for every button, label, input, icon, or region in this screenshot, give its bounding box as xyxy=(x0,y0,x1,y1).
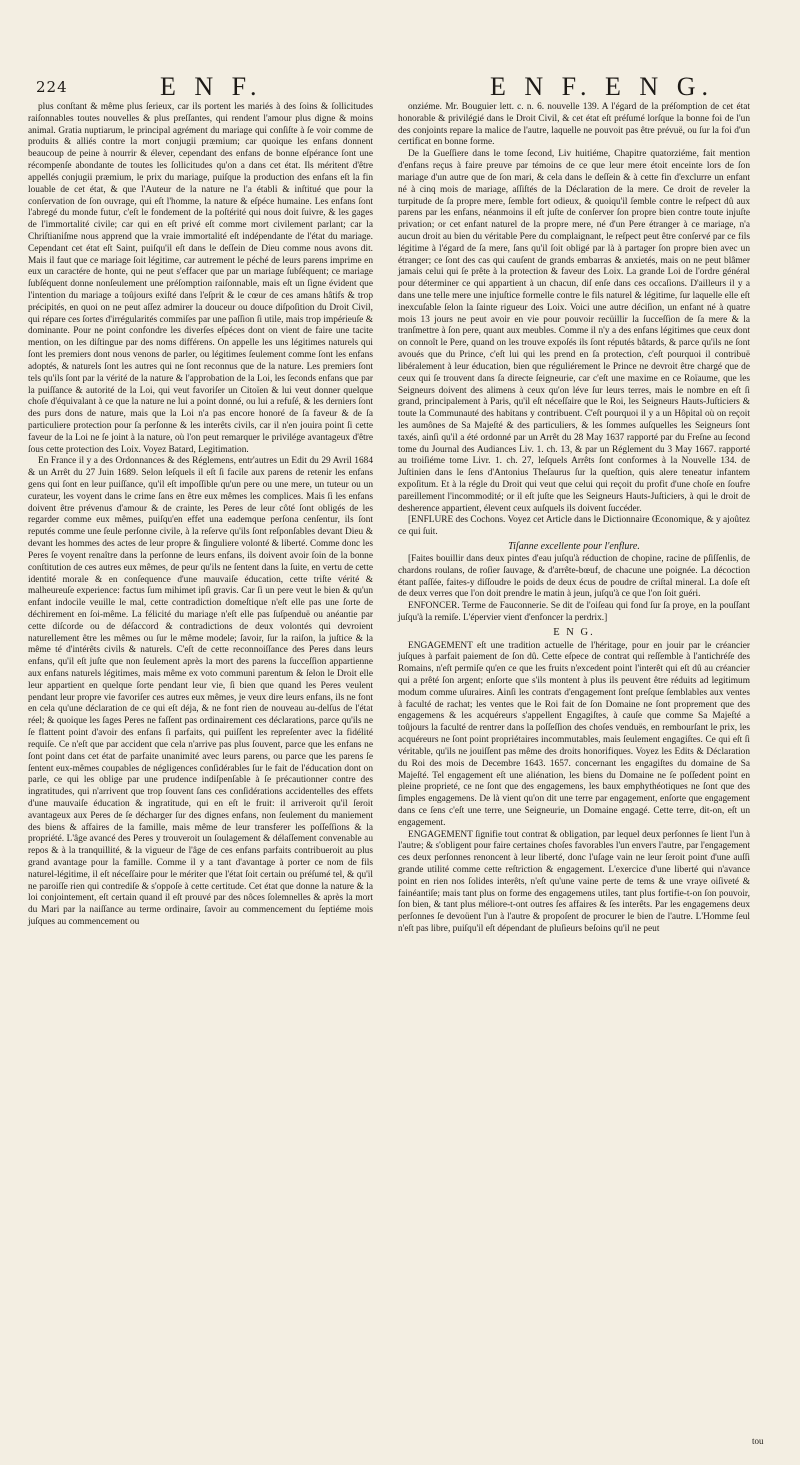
section-heading-eng: E N G. xyxy=(553,626,595,638)
left-paragraph: En France il y a des Ordonnances & des Réglemens, entr'autres un Edit du 29 Avril 1684 & un Arrêt du 27 Juin 1689. Selon leſquels il eſt ſi facile aux parens de retenir les enfans gens qui ſont en leur puiſſance, qu'il eſt impoſſible qu'un pere ou une mere, un tuteur ou un curateur, les voyent dans le crime ſans en être eux mêmes les complices. Mais ſi les enfans doivent être prévenus d'amour & de crainte, les Peres de leur côté ſont obligés de les regarder comme eux mêmes, puiſqu'en effet una eademque perſona cenſentur, ils ſont reputés comme une ſeule perſonne civile, à la reſerve qu'ils ſont reſponſables devant Dieu & devant les hommes des actes de leur propre & ſinguliere volonté & liberté. Comme donc les Peres ſe voyent renaître dans la perſonne de leurs enfans, ils doivent avoir ſoin de la bonne conſtitution de ces autres eux mêmes, de peur qu'ils ne ſentent dans la ſuite, en vertu de cette identité morale & en conſequence d'une mauvaiſe éducation, cette triſte vérité & malheureuſe experience: factus ſum mihimet ipſi gravis. Car ſi un pere veut le bien & qu'un enfant indocile veuille le mal, cette contradiction domeſtique n'eſt elle pas une ſorte de déchirement en ſoi-même. La félicité du mariage n'eſt elle pas ſuſpenduë ou anéantie par cette diſcorde ou de déſaccord & contradictions de deux volontés qui devroient naturellement être les mêmes ou ſur le même modele; ſavoir, ſur la raiſon, la juſtice & la même té d'intérêts civils & naturels. C'eſt de cette reconnoiſſance des Peres dans leurs enfans, qu'il eſt juſte que non ſeulement après la mort des parens la ſucceſſion appartienne aux enfans naturels légitimes, mais même ex voto communi parentum & ſelon le Droit elle leur appartient en quelque ſorte pendant leur vie, ſi bien que quand les Peres veulent pendant leur propre vie favoriſer ces autres eux mêmes, je veux dire leurs enfans, ils ne font en cela qu'une déclaration de ce qui eſt déja, & ne font rien de nouveau au-delſus de l'état réel; & quoique les ſages Peres ne faſſent pas ordinairement ces déclarations, parce qu'ils ne ſe flattent point d'avoir des enfans ſi parfaits, qui puiſſent les repreſenter avec la fidélité requiſe. Ce n'eſt que par accident que cela n'arrive pas plus ſouvent, parce que les enfans ne ſont point dans cet état de parfaite unanimité avec leurs parens, ou parce que les parens ſe ſentent eux-mêmes coupables de négligences conſidérables ſur le fait de l'éducation dont on parle, ce qui les oblige par une prudence indiſpenſable à ſe précautionner contre des ingratitudes, qui n'arrivent que trop ſouvent ſans ces conſidérations accidentelles des effets d'une mauvaiſe éducation & ingratitude, qui en eſt le fruit: il arriveroit qu'il ſeroit avantageux aux Peres de ſe décharger ſur des dignes enfans, non ſeulement du maniement des biens & affaires de la famille, mais même de leur transferer les poſſeſſions & la propriété. L'âge avancé des Peres y trouveroit un ſoulagement & délaſſement convenable au repos & à la tranquillité, & la vigueur de l'âge de ces enfans parfaits contribueroit au plus grand avantage pour la famille. Comme il y a tant d'avantage à porter ce nom de fils naturel-légitime, il eſt néceſſaire pour le mériter que l'état ſoit certain ou préſumé tel, & qu'il ne paroiſſe rien qui contrediſe & s'oppoſe à cette certitude. Cet état que donne la nature & la loi conjointement, eſt certain quand il eſt prouvé par des nôces ſolemnelles & après la mort du Mari par la naiſſance au terme ordinaire, ſavoir au commencement du ſeptiéme mois juſques au commencement ou xyxy=(28,456,373,928)
left-paragraph: plus conſtant & même plus ſerieux, car ils portent les mariés à des ſoins & ſollicitudes raiſonnables toutes nouvelles & plus preſſantes, qui rendent l'amour plus digne & moins animal. Gratia nuptiarum, le principal agrément du mariage qui conſiſte à ſe voir comme de produits & alliés contre la mort conjugii præmium; car quoique les enfans donnent beaucoup de peine à nourrir & élever, cependant des enfans de bonne eſpérance ſont une récompenſe abondante de toutes les ſollicitudes qu'on a dans cet état. Ils méritent d'être appellés conjugii præmium, le prix du mariage, puiſque la production des enfans eſt la fin louable de cet état, & que l'Auteur de la nature ne l'a établi & inſtitué que pour la conſervation de ſon ouvrage, qui eſt l'homme, la nature & eſpéce humaine. Les enfans ſont l'abregé du monde futur, c'eſt le fondement de la poſtérité qui nous doit ſuivre, & les gages de l'immortalité civile; car qui en eſt privé eſt comme mort civilement parlant; car la Chriſtianiſme nous apprend que la vraie immortalité eſt indépendante de l'état du mariage. Cependant cet état eſt Saint, puiſqu'il eſt dans le deſſein de Dieu comme nous avons dit. Mais il faut que ce mariage ſoit légitime, car autrement le péché de leurs parens imprime en eux un caractére de honte, qui ne peut s'effacer que par un mariage ſubſéquent; ce mariage ſubſéquent donne nonſeulement une préſomption raiſonnable, mais eſt un ſigne évident que l'intention du mariage a toûjours exiſté dans l'eſprit & le cœur de ces amans hâtifs & trop précipités, en quoi on ne peut aſſez admirer la douceur ou douce diſpoſition du Droit Civil, qui répare ces ſortes d'irrégularités commiſes par une paſſion ſi utile, mais trop impérieuſe & dominante. Pour ne point confondre les diverſes eſpéces dont on vient de faire une tacite mention, on les diſtingue par des noms différens. On appelle les uns légitimes naturels qui ſont les premiers dont nous venons de parler, ou légitimes ſeulement comme ſont les enfans adoptés, & naturels ſont les autres qui ne ſont reconnus que de la nature. Les premiers ſont tels qu'ils ſont par la vérité de la nature & l'approbation de la Loi, les ſeconds enfans que par la puiſſance & autorité de la Loi, qui veut favoriſer un Citoïen & lui veut donner quelque choſe d'équivalant à ce que la nature ne lui a point donné, ou lui a refuſé, & les derniers ſont des purs dons de nature, mais que la Loi n'a pas encore honoré de ſa faveur & de ſa particuliere protection pour ſa perſonne & les interêts civils, car il n'en jouira point ſi cette faveur de la Loi ne ſe joint à la nature, où l'on peut remarquer le privilége avantageux d'être ſous cette protection des Loix. Voyez Batard, Legitimation. xyxy=(28,102,373,455)
engagement-entry: ENGAGEMENT ſignifie tout contrat & obligation, par lequel deux perſonnes ſe lient l'un à l'autre; & s'obligent pour faire certaines choſes favorables l'un envers l'autre, par l'engagement ces deux perſonnes renoncent à leur liberté, donc l'uſage vain ne leur ſeroit point d'une auſſi grande utilité comme cette reſtriction & engagement. L'exercice d'une liberté qui n'avance point en rien nos ſolides interêts, n'eſt qu'une vaine perte de tems & une vraye oiſiveté & fainéantiſe; mais tant plus on forme des engagemens utiles, tant plus fortifie-t-on ſon pouvoir, ſon bien, & tant plus méliore-t-ont outres ſes affaires & ſes interêts. Par les engagemens deux perſonnes ſe devoüent l'un à l'autre & propoſent de procurer le bien de l'autre. L'Homme ſeul n'eſt pas libre, puiſqu'il eſt dépendant de pluſieurs beſoins qu'il ne peut xyxy=(398,829,750,935)
catchword: tou xyxy=(752,1436,764,1446)
enflure-entry: [ENFLURE des Cochons. Voyez cet Article dans le Dictionnaire Œconomique, & y ajoûtez ce qui ſuit. xyxy=(398,515,750,538)
running-head-left: E N F. xyxy=(160,72,263,101)
right-paragraph: onziéme. Mr. Bouguier lett. c. n. 6. nouvelle 139. A l'égard de la préſomption de cet état honorable & privilégié dans le Droit Civil, & cet état eſt préſumé lorſque la bonne foi de l'un des conjoints repare la malice de l'autre, laquelle ne pouvoit pas être prévuë, ou ſur la foi d'un certificat en bonne forme. xyxy=(398,102,750,148)
left-column xyxy=(28,102,373,929)
page-number: 224 xyxy=(36,78,68,96)
enfoncer-entry: ENFONCER. Terme de Fauconnerie. Se dit de l'oiſeau qui fond ſur ſa proye, en la pouſſant juſqu'à la remiſe. L'épervier vient d'enfoncer la perdrix.] xyxy=(398,601,750,623)
running-head-right: E N F. E N G. xyxy=(490,72,714,101)
right-column xyxy=(398,102,750,936)
engagement-entry: ENGAGEMENT eſt une tradition actuelle de l'héritage, pour en jouir par le créancier juſques à parfait paiement de ſon dû. Cette eſpece de contrat qui reſſemble à l'antichréſe des Romains, n'eſt permiſe qu'en ce que les fruits n'excedent point l'interêt qui eſt dû au créancier qui a prêté ſon argent; enſorte que s'ils montent à plus ils peuvent être réduits ad legitimum modum comme uſuraires. Ainſi les contrats d'engagement ſont preſque ſemblables aux ventes à faculté de rachat; les ventes que le Roi fait de ſon Domaine ne ſont proprement que des engagemens & les acquéreurs s'appellent Engagiſtes, à cauſe que comme Sa Majeſté a toûjours la faculté de rentrer dans la poſſeſſion des choſes venduës, en rembourſant le prix, les acquéreurs ne ſont point propriétaires incommutables, mais ſeulement engagiſtes. Ce qui eſt ſi véritable, qu'ils ne jouiſſent pas même des droits honorifiques. Voyez les Edits & Déclaration du Roi des mois de Decembre 1643. 1657. concernant les engagiſtes du domaine de Sa Majeſté. Tel engagement eſt une aliénation, les biens du Domaine ne ſe poſſedent point en pleine proprieté, ce ne ſont que des engagemens, les baux emphythéotiques ne ſont que des ſimples engagemens. De là vient qu'on dit une terre par engagement, enſorte que engagement dans ce ſens c'eſt une terre, une Seigneurie, un Domaine engagé. Cette terre, dit-on, eſt un engagement. xyxy=(398,640,750,828)
recipe-paragraph: [Faites bouillir dans deux pintes d'eau juſqu'à réduction de chopine, racine de pſiſſenlis, de chardons roulans, de roſier ſauvage, & d'arrête-bœuf, de chacune une poignée. La décoction étant paſſée, faites-y diſſoudre le poids de deux écus de poudre de criſtal mineral. La doſe eſt de deux verres que l'on doit prendre le matin à jeun, juſqu'à ce que l'on ſoit guéri. xyxy=(398,553,750,600)
right-paragraph: De la Gueſſiere dans le tome ſecond, Liv huitiéme, Chapitre quatorziéme, fait mention d'enfans reçus à faire preuve par témoins de ce que leur mere étoit enceinte lors de ſon mariage d'un autre que de ſon mari, & cela dans le deſſein & à cette fin d'exclurre un enfant né à cinq mois de mariage, aſſiſtés de la Déclaration de la mere. Ce droit de reveler la turpitude de ſa propre mere, ſemble fort odieux, & quoiqu'il ſemble contre le reſpect dû aux parens par les enfans, néanmoins il eſt juſte de conſerver ſon propre bien contre toute injuſte privation; or cet enfant naturel de la propre mere, né d'un Pere étranger à ce mariage, n'a aucun droit au bien du véritable Pere du complaignant, le reſpect peut être conſervé par ce fils légitime à l'égard de ſa mere, ſans qu'il ſoit obligé par là à partager ſon propre bien avec un étranger; ce ſont des cas qui cauſent de grands embarras & anxietés, mais on ne peut blâmer jamais celui qui ſe prête à la protection & faveur des Loix. La grande Loi de l'ordre général pour déterminer ce qui appartient à un chacun, diſ enſe dans ces occaſions. D'ailleurs il y a dans une telle mere une injuſtice formelle contre le fils naturel & légitime, ſur laquelle elle eſt inexcuſable ſelon la ſainte rigueur des Loix. Voici une autre déciſion, un enfant né à quatre mois 13 jours ne peut avoir en vie pour pouvoir recüillir la ſucceſſion de ſa mere & la tranſmettre à ſon pere, quant aux meubles. Comme il n'y a des enfans légitimes que ceux dont on connoît le Pere, quand on les trouve expoſés ils ſont réputés bâtards, & parce qu'ils ne ſont avoués que du Prince, c'eſt lui qui les prend en ſa protection, c'eſt pourquoi il contribuë libéralement à leur éducation, bien que réguliérement le Prince ne devroit être chargé que de ceux qui ſe trouvent dans ſa directe ſeigneurie, car c'eſt une maxime en ce Roïaume, que les Seigneurs doivent des alimens à ceux qu'on léve ſur leurs terres, mais le nombre en eſt ſi grand, principalement à Paris, qu'il eſt néceſſaire que le Roi, les Seigneurs Hauts-Juſticiers & toute la Communauté des habitans y contribuent. C'eſt pourquoi il y a un Hôpital où on reçoit les aumônes de Sa Majeſté & des particuliers, & les ſommes auſquelles les Seigneurs ſont taxés, ainſi qu'il a été ordonné par un Arrêt du 28 May 1637 rapporté par du Freſne au ſecond tome du Journal des Audiances Liv. 1. ch. 13, & par un Réglement du 3 May 1667. rapporté au troiſiéme tome Livr. 1. ch. 27, leſquels Arrêts ſont conformes à la Nouvelle 134. de Juſtinien dans le ſens d'Antonius Theſaurus ſur la queſtion, quis alere teneatur infantem expoſitum. Et à la régle du Droit qui veut que celui qui reçoit du profit d'une choſe en ſoufre pareillement l'incommodité; or il eſt juſte que les Seigneurs Hauts-Juſticiers, à qui le droit de desherence appartient, élevent ceux auſquels ils doivent ſuccéder. xyxy=(398,149,750,514)
recipe-heading: Tiſanne excellente pour l'enflure. xyxy=(508,541,640,553)
